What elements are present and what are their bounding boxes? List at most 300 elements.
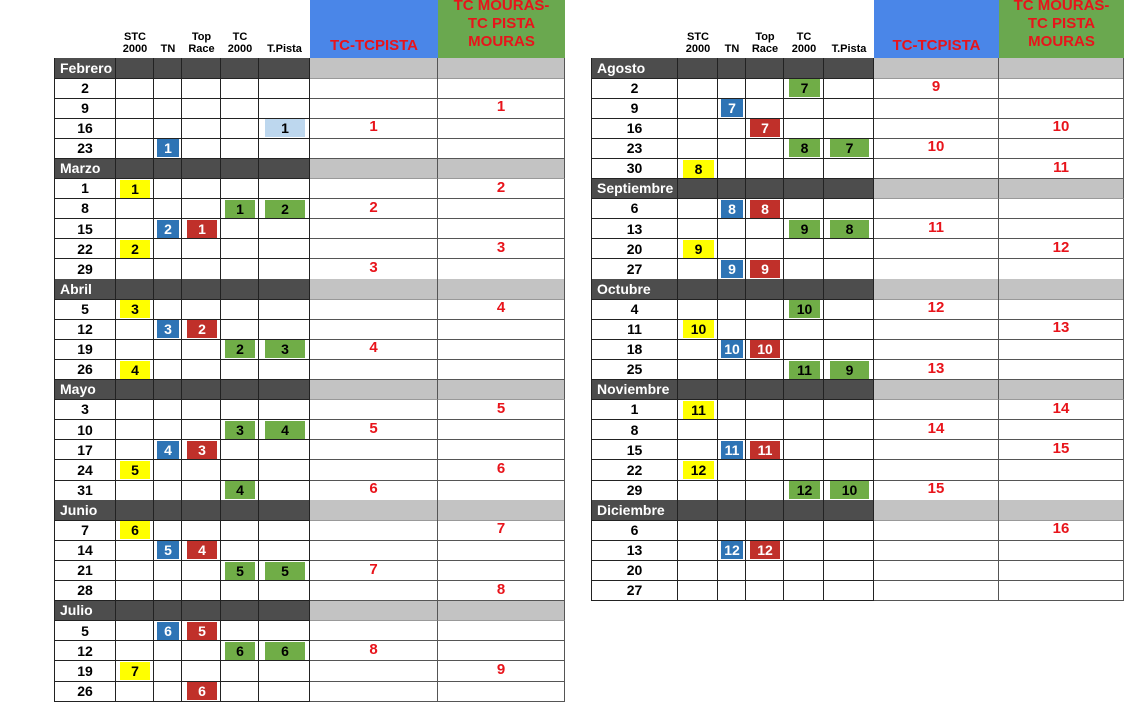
cell-tc (784, 259, 824, 280)
side-cell-tcp (310, 400, 438, 421)
cell-tc (784, 159, 824, 180)
side-cell-mouras: 5 (438, 400, 565, 421)
month-bar-cell (116, 500, 154, 521)
cell-tc (784, 520, 824, 541)
side-cell-tcp: 6 (310, 480, 438, 501)
cell-top (182, 561, 221, 582)
month-label-abril: Abril (54, 279, 116, 300)
cell-tc (221, 480, 259, 501)
side-cell-mouras: 3 (438, 239, 565, 260)
day-cell: 13 (591, 540, 678, 561)
badge-top: 10 (750, 340, 780, 358)
cell-tp (259, 400, 310, 421)
day-cell: 17 (54, 440, 116, 461)
side-cell-tcp: 11 (874, 219, 999, 240)
month-bar-cell (746, 380, 784, 401)
cell-tc (221, 299, 259, 320)
cell-tp (259, 219, 310, 240)
side-cell-mouras (438, 561, 565, 582)
month-bar-cell (259, 279, 310, 300)
cell-stc (678, 239, 718, 260)
cell-tn (154, 681, 182, 702)
cell-tc (221, 98, 259, 119)
badge-tn: 4 (157, 441, 179, 459)
month-bar-cell (784, 279, 824, 300)
month-bar-cell (116, 279, 154, 300)
cell-stc (678, 339, 718, 360)
side-cell-mouras (999, 420, 1124, 441)
side-cell-mouras: 12 (999, 239, 1124, 260)
cell-tc (784, 319, 824, 340)
side-cell-tcp (874, 440, 999, 461)
day-cell: 9 (591, 98, 678, 119)
header-stc: STC 2000 (122, 31, 148, 55)
badge-tp: 7 (830, 139, 869, 157)
cell-tp (259, 460, 310, 481)
cell-tn (718, 339, 746, 360)
cell-tp (259, 561, 310, 582)
month-bar-cell (259, 500, 310, 521)
cell-tc (784, 460, 824, 481)
badge-tp: 1 (265, 119, 305, 137)
month-bar-cell (784, 380, 824, 401)
month-bar-cell (221, 601, 259, 622)
cell-tn (154, 581, 182, 602)
side-cell-mouras (438, 199, 565, 220)
cell-tc (221, 360, 259, 381)
cell-tp (824, 259, 874, 280)
cell-tc (784, 118, 824, 139)
cell-tc (784, 98, 824, 119)
header-top: Top Race (188, 31, 215, 55)
side-cell-tcp (310, 299, 438, 320)
cell-tp (259, 199, 310, 220)
day-cell: 1 (591, 400, 678, 421)
cell-tn (718, 420, 746, 441)
cell-tp (824, 339, 874, 360)
cell-tn (154, 561, 182, 582)
side-cell-tcp (874, 239, 999, 260)
cell-tp (259, 641, 310, 662)
cell-tp (824, 520, 874, 541)
cell-top (182, 540, 221, 561)
cell-top (182, 78, 221, 99)
cell-tn (718, 118, 746, 139)
badge-tc: 5 (225, 562, 255, 580)
cell-tp (824, 319, 874, 340)
side-cell-tcp: 5 (310, 420, 438, 441)
month-bar-cell (784, 58, 824, 79)
cell-tn (154, 179, 182, 200)
side-gray-row (999, 279, 1124, 300)
side-cell-tcp: 14 (874, 420, 999, 441)
cell-stc (116, 581, 154, 602)
side-cell-tcp (310, 440, 438, 461)
cell-top (746, 319, 784, 340)
month-bar-cell (746, 58, 784, 79)
month-bar-cell (182, 58, 221, 79)
side-cell-tcp (874, 98, 999, 119)
cell-top (746, 339, 784, 360)
month-bar-cell (116, 58, 154, 79)
cell-tc (784, 199, 824, 220)
cell-stc (678, 440, 718, 461)
month-bar-cell (182, 380, 221, 401)
month-bar-cell (824, 179, 874, 200)
side-gray-row (310, 58, 438, 79)
header-top: Top Race (751, 31, 779, 55)
day-cell: 26 (54, 681, 116, 702)
month-bar-cell (259, 601, 310, 622)
header-tc: TC 2000 (791, 31, 817, 55)
side-cell-mouras (999, 219, 1124, 240)
side-cell-mouras (438, 440, 565, 461)
cell-tn (718, 199, 746, 220)
cell-tn (718, 480, 746, 501)
side-cell-mouras (999, 360, 1124, 381)
month-bar-cell (182, 500, 221, 521)
cell-stc (116, 480, 154, 501)
cell-tn (154, 239, 182, 260)
cell-stc (116, 561, 154, 582)
cell-tp (824, 460, 874, 481)
cell-top (746, 259, 784, 280)
cell-top (182, 319, 221, 340)
cell-top (182, 259, 221, 280)
cell-tp (824, 98, 874, 119)
side-cell-tcp: 8 (310, 641, 438, 662)
header-tn: TN (160, 43, 176, 55)
side-gray-row (438, 58, 565, 79)
cell-tc (784, 400, 824, 421)
badge-tn: 9 (721, 260, 743, 278)
month-label-noviembre: Noviembre (591, 380, 678, 401)
day-cell: 30 (591, 159, 678, 180)
cell-tn (718, 259, 746, 280)
badge-tp: 10 (830, 481, 869, 499)
side-gray-row (874, 380, 999, 401)
side-cell-mouras (438, 78, 565, 99)
cell-top (182, 581, 221, 602)
cell-tc (784, 561, 824, 582)
side-cell-tcp (874, 400, 999, 421)
badge-tn: 2 (157, 220, 179, 238)
cell-stc (116, 299, 154, 320)
side-cell-tcp (310, 239, 438, 260)
cell-tp (824, 78, 874, 99)
badge-stc: 2 (120, 240, 150, 258)
cell-stc (678, 78, 718, 99)
cell-tc (221, 661, 259, 682)
cell-top (182, 239, 221, 260)
cell-stc (678, 540, 718, 561)
cell-tc (221, 400, 259, 421)
side-cell-mouras (438, 219, 565, 240)
cell-tp (259, 319, 310, 340)
day-cell: 7 (54, 520, 116, 541)
day-cell: 2 (591, 78, 678, 99)
side-cell-mouras: 10 (999, 118, 1124, 139)
cell-stc (116, 520, 154, 541)
badge-top: 6 (187, 682, 217, 700)
cell-stc (116, 138, 154, 159)
cell-top (746, 520, 784, 541)
cell-tp (824, 239, 874, 260)
cell-stc (116, 98, 154, 119)
cell-tc (784, 581, 824, 602)
header-tcpista-label: TC-TCPISTA (892, 37, 981, 54)
side-gray-row (999, 500, 1124, 521)
side-gray-row (438, 159, 565, 180)
badge-top: 7 (750, 119, 780, 137)
badge-tn: 7 (721, 99, 743, 117)
side-cell-tcp (310, 520, 438, 541)
side-gray-row (438, 500, 565, 521)
month-bar-cell (784, 500, 824, 521)
badge-tp: 2 (265, 200, 305, 218)
badge-stc: 3 (120, 300, 150, 318)
month-label-septiembre: Septiembre (591, 179, 678, 200)
cell-tc (221, 540, 259, 561)
badge-top: 3 (187, 441, 217, 459)
cell-top (182, 98, 221, 119)
cell-top (746, 299, 784, 320)
cell-stc (678, 581, 718, 602)
badge-tc: 12 (789, 481, 820, 499)
cell-top (182, 661, 221, 682)
day-cell: 22 (54, 239, 116, 260)
cell-tc (221, 219, 259, 240)
cell-tc (221, 118, 259, 139)
badge-top: 5 (187, 622, 217, 640)
side-cell-mouras (999, 259, 1124, 280)
cell-top (182, 641, 221, 662)
cell-tc (221, 621, 259, 642)
cell-tc (221, 339, 259, 360)
side-gray-row (874, 179, 999, 200)
month-bar-cell (182, 601, 221, 622)
month-label-octubre: Octubre (591, 279, 678, 300)
month-bar-cell (154, 500, 182, 521)
side-cell-tcp (310, 621, 438, 642)
side-cell-tcp (310, 319, 438, 340)
cell-stc (116, 239, 154, 260)
cell-top (746, 219, 784, 240)
side-cell-mouras (999, 299, 1124, 320)
side-cell-mouras: 4 (438, 299, 565, 320)
badge-tn: 5 (157, 541, 179, 559)
side-gray-row (438, 380, 565, 401)
cell-tn (718, 460, 746, 481)
month-bar-cell (678, 279, 718, 300)
day-cell: 20 (591, 561, 678, 582)
month-bar-cell (154, 279, 182, 300)
day-cell: 28 (54, 581, 116, 602)
side-cell-tcp (310, 98, 438, 119)
cell-tp (259, 480, 310, 501)
month-label-marzo: Marzo (54, 159, 116, 180)
side-cell-mouras: 15 (999, 440, 1124, 461)
cell-tn (154, 400, 182, 421)
side-cell-tcp: 1 (310, 118, 438, 139)
side-gray-row (310, 500, 438, 521)
month-bar-cell (259, 159, 310, 180)
month-bar-cell (154, 159, 182, 180)
cell-tn (718, 581, 746, 602)
cell-tp (824, 540, 874, 561)
side-gray-row (310, 279, 438, 300)
cell-tn (718, 299, 746, 320)
cell-tp (259, 581, 310, 602)
side-cell-tcp: 13 (874, 360, 999, 381)
badge-tp: 8 (830, 220, 869, 238)
cell-tp (259, 360, 310, 381)
cell-top (746, 561, 784, 582)
cell-stc (116, 259, 154, 280)
cell-tn (154, 259, 182, 280)
cell-tp (824, 299, 874, 320)
badge-tp: 9 (830, 361, 869, 379)
side-cell-mouras: 6 (438, 460, 565, 481)
badge-top: 8 (750, 200, 780, 218)
cell-tc (221, 581, 259, 602)
day-cell: 8 (54, 199, 116, 220)
badge-tn: 12 (721, 541, 743, 559)
cell-tc (784, 440, 824, 461)
side-cell-tcp (310, 360, 438, 381)
badge-tn: 1 (157, 139, 179, 157)
side-cell-tcp: 15 (874, 480, 999, 501)
cell-tn (718, 319, 746, 340)
cell-tn (154, 661, 182, 682)
day-cell: 19 (54, 339, 116, 360)
day-cell: 31 (54, 480, 116, 501)
cell-tp (259, 118, 310, 139)
cell-tc (221, 460, 259, 481)
cell-tn (154, 540, 182, 561)
month-bar-cell (116, 601, 154, 622)
side-cell-tcp (310, 179, 438, 200)
day-cell: 15 (591, 440, 678, 461)
badge-top: 12 (750, 541, 780, 559)
cell-top (182, 179, 221, 200)
cell-stc (678, 118, 718, 139)
cell-stc (116, 339, 154, 360)
badge-top: 11 (750, 441, 780, 459)
side-cell-mouras (999, 581, 1124, 602)
cell-tc (221, 641, 259, 662)
month-bar-cell (718, 500, 746, 521)
cell-stc (116, 681, 154, 702)
cell-top (746, 581, 784, 602)
badge-stc: 9 (683, 240, 714, 258)
cell-stc (116, 78, 154, 99)
badge-top: 9 (750, 260, 780, 278)
side-cell-tcp (874, 118, 999, 139)
side-cell-mouras (999, 98, 1124, 119)
cell-stc (678, 561, 718, 582)
badge-tc: 3 (225, 421, 255, 439)
side-cell-tcp (310, 581, 438, 602)
side-cell-mouras (999, 78, 1124, 99)
side-cell-tcp (310, 681, 438, 702)
cell-stc (116, 661, 154, 682)
cell-tc (784, 219, 824, 240)
side-gray-row (999, 380, 1124, 401)
day-cell: 2 (54, 78, 116, 99)
cell-top (182, 420, 221, 441)
day-cell: 23 (54, 138, 116, 159)
side-cell-mouras: 16 (999, 520, 1124, 541)
month-label-junio: Junio (54, 500, 116, 521)
side-cell-tcp (874, 339, 999, 360)
cell-tn (154, 440, 182, 461)
cell-tc (221, 681, 259, 702)
cell-tp (824, 561, 874, 582)
cell-tn (154, 641, 182, 662)
side-cell-mouras: 7 (438, 520, 565, 541)
cell-top (182, 199, 221, 220)
cell-stc (116, 420, 154, 441)
month-bar-cell (182, 159, 221, 180)
badge-tn: 8 (721, 200, 743, 218)
cell-top (182, 400, 221, 421)
cell-top (746, 460, 784, 481)
badge-stc: 5 (120, 461, 150, 479)
cell-tn (154, 460, 182, 481)
cell-stc (116, 440, 154, 461)
badge-top: 1 (187, 220, 217, 238)
cell-tn (718, 520, 746, 541)
side-cell-mouras (438, 480, 565, 501)
cell-tp (259, 681, 310, 702)
cell-stc (678, 360, 718, 381)
cell-tc (784, 339, 824, 360)
side-cell-tcp (874, 259, 999, 280)
cell-tn (154, 299, 182, 320)
cell-tn (154, 98, 182, 119)
cell-top (746, 159, 784, 180)
side-cell-tcp (310, 460, 438, 481)
cell-stc (678, 98, 718, 119)
cell-tn (154, 199, 182, 220)
month-bar-cell (718, 380, 746, 401)
month-bar-cell (154, 58, 182, 79)
cell-stc (678, 319, 718, 340)
cell-tc (221, 319, 259, 340)
day-cell: 6 (591, 199, 678, 220)
month-bar-cell (718, 279, 746, 300)
month-label-mayo: Mayo (54, 380, 116, 401)
cell-top (182, 138, 221, 159)
day-cell: 29 (54, 259, 116, 280)
cell-tn (718, 540, 746, 561)
header-stc: STC 2000 (685, 31, 711, 55)
cell-tn (154, 360, 182, 381)
side-cell-tcp (874, 199, 999, 220)
side-cell-mouras (999, 561, 1124, 582)
cell-tp (824, 159, 874, 180)
header-mouras-label: TC MOURAS- TC PISTA MOURAS (453, 0, 550, 50)
side-cell-mouras (999, 199, 1124, 220)
badge-tc: 2 (225, 340, 255, 358)
day-cell: 15 (54, 219, 116, 240)
month-bar-cell (824, 279, 874, 300)
side-gray-row (310, 601, 438, 622)
side-cell-mouras (999, 540, 1124, 561)
cell-tp (259, 259, 310, 280)
cell-top (182, 440, 221, 461)
